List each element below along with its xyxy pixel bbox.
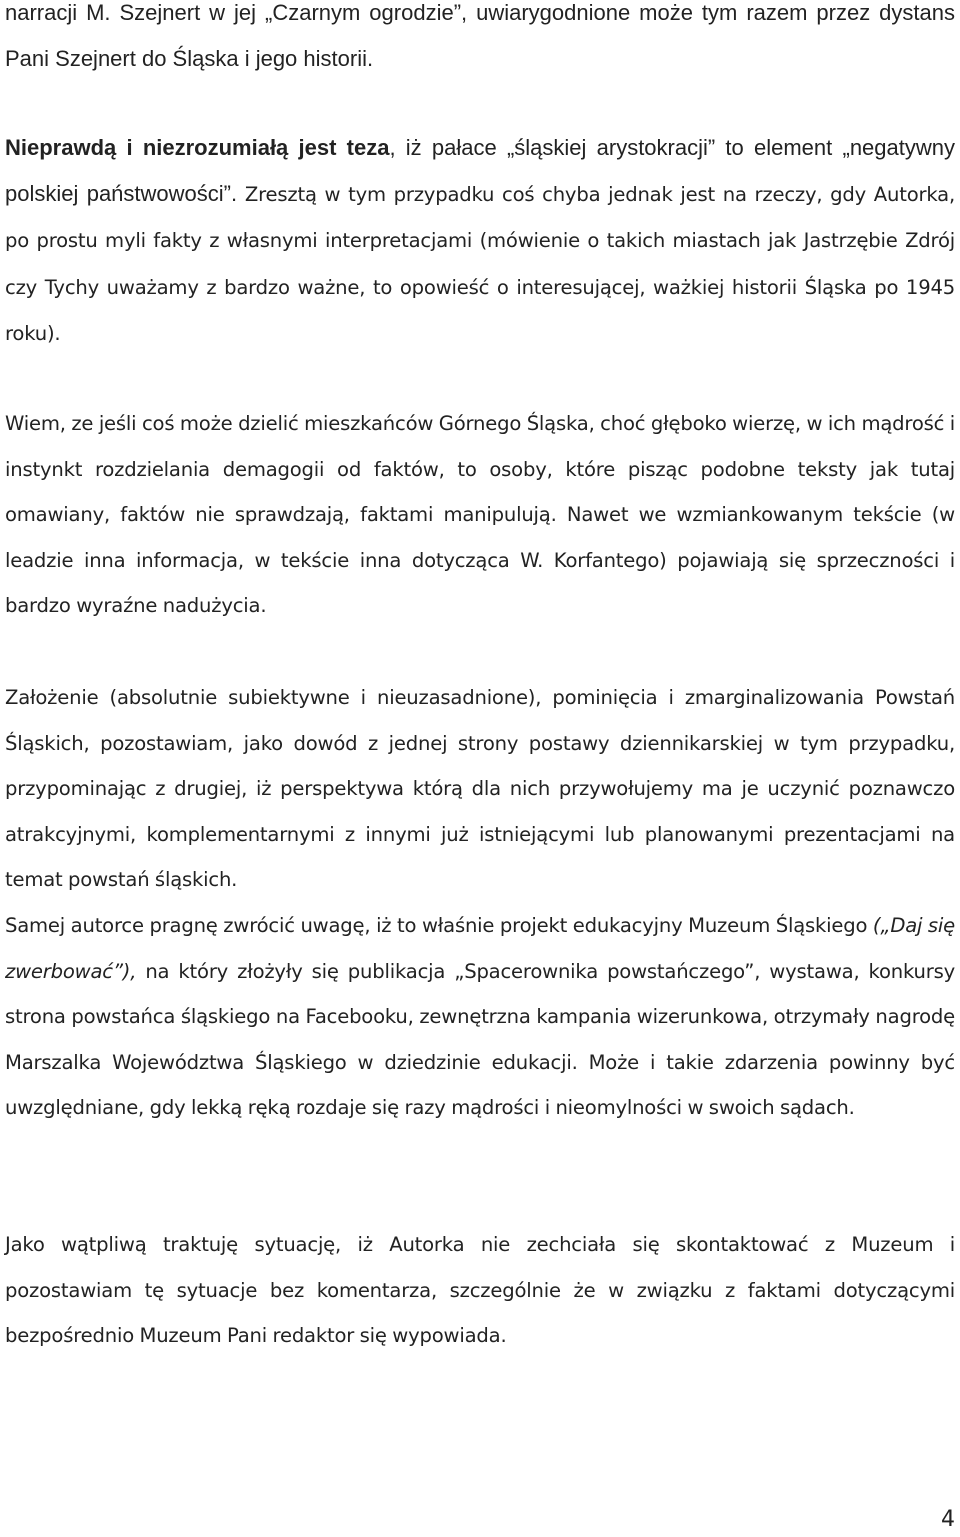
thesis-arial-text: , iż pałace „śląskiej arystokracji” to element „negatywny polskiej państwowości”. (5, 135, 955, 206)
paragraph-education-project (5, 903, 955, 1131)
paragraph-text-after: na który złożyły się publikacja „Spacerownika powstańczego”, wystawa, konkursy strona powstańca śląskiego na Facebooku, zewnętrzna kampania wizerunkowa, otrzymały nagrodę Marszalka Województwa Śląskiego w dziedzinie edukacji. Może i takie zdarzenia powinny być uwzględniane, gdy lekką ręką rozdaje się razy mądrości i nieomylności w swoich sądach. (5, 959, 955, 1120)
thesis-rest-text: Zresztą w tym przypadku coś chyba jednak jest na rzeczy, gdy Autorka, po prostu myli fakty z własnymi interpretacjami (mówienie o takich miastach jak Jastrzębie Zdrój czy Tychy uważamy z bardzo ważne, to opowieść o interesującej, ważkiej historii Śląska po 1945 roku). (5, 182, 955, 346)
paragraph-text-before: Samej autorce pragnę zwrócić uwagę, iż to właśnie projekt edukacyjny Muzeum Śląskiego (5, 914, 873, 937)
paragraph-thesis (5, 125, 955, 357)
paragraph-manipulation (5, 401, 955, 629)
paragraph-szejnert (5, 0, 955, 81)
paragraph-text: Wiem, ze jeśli coś może dzielić mieszkańców Górnego Śląska, choć głęboko wierzę, w ich mądrość i instynkt rozdzielania demagogii od faktów, to osoby, które pisząc podobne teksty jak tutaj omawiany, faktów nie sprawdzają, faktami manipulują. Nawet we wzmiankowanym tekście (w leadzie inna informacja, w tekście inna dotycząca W. Korfantego) pojawiają się sprzeczności i bardzo wyraźne nadużycia. (5, 412, 955, 618)
paragraph-uprisings (5, 675, 955, 903)
page-number: 4 (941, 1507, 955, 1532)
bold-thesis-text: Nieprawdą i niezrozumiałą jest teza (5, 135, 390, 160)
paragraph-text: narracji M. Szejnert w jej „Czarnym ogrodzie”, uwiarygodnione może tym razem przez dystans Pani Szejnert do Śląska i jego historii. (5, 0, 955, 71)
paragraph-text: Jako wątpliwą traktuję sytuację, iż Autorka nie zechciała się skontaktować z Muzeum i pozostawiam tę sytuacje bez komentarza, szczególnie że w związku z faktami dotyczącymi bezpośrednio Muzeum Pani redaktor się wypowiada. (5, 1233, 955, 1348)
paragraph-text: Założenie (absolutnie subiektywne i nieuzasadnione), pominięcia i zmarginalizowania Powstań Śląskich, pozostawiam, jako dowód z jednej strony postawy dziennikarskiej w tym przypadku, przypominając z drugiej, iż perspektywa którą dla nich przywołujemy ma je uczynić poznawczo atrakcyjnymi, komplementarnymi z innymi już istniejącymi lub planowanymi prezentacjami na temat powstań śląskich. (5, 686, 955, 892)
paragraph-contact (5, 1222, 955, 1359)
project-title-italic: („Daj się zwerbować”), (5, 914, 956, 983)
